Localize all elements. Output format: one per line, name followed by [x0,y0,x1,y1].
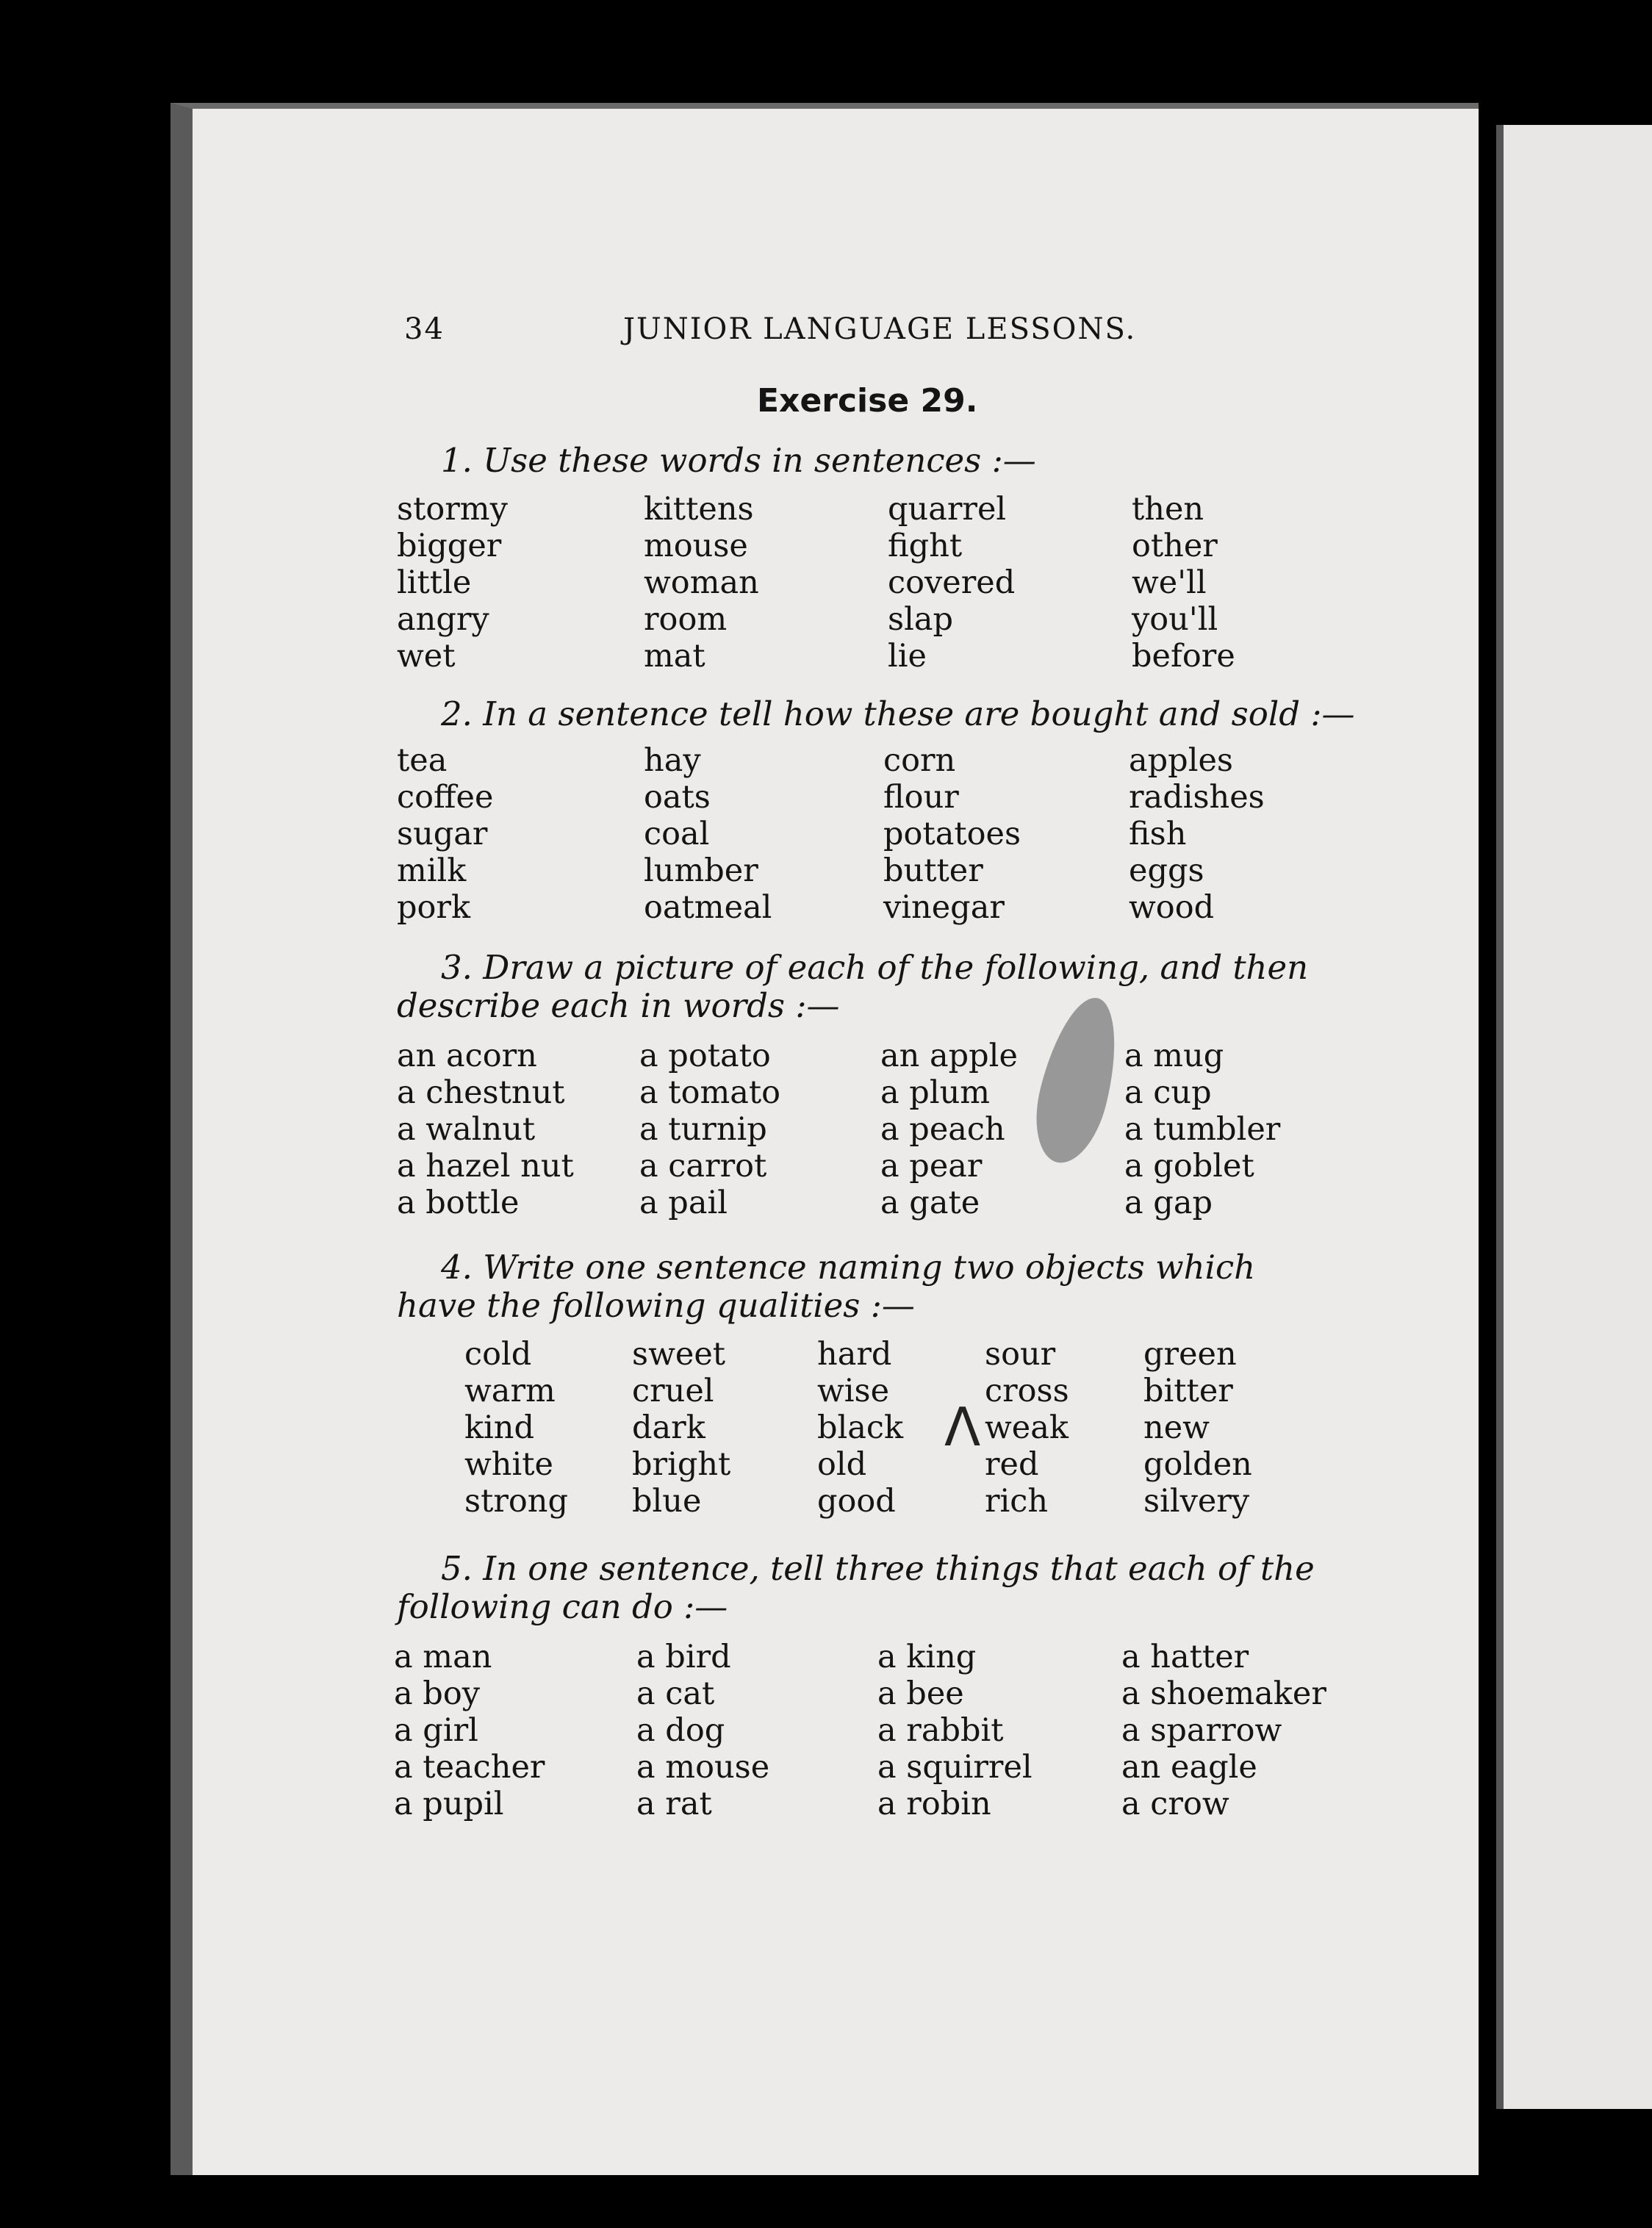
section-5-instruction-line-2: following can do :— [397,1587,728,1626]
section-2-instruction: 2. In a sentence tell how these are bought and sold :— [441,694,1355,733]
exercise-title: Exercise 29. [757,382,978,420]
section-5-instruction: 5. In one sentence, tell three things that each of the [441,1549,1315,1588]
section-4-instruction: 4. Write one sentence naming two objects which [441,1248,1256,1287]
section-3-instruction-line-2: describe each in words :— [397,986,840,1025]
section-3-instruction: 3. Draw a picture of each of the following, and then [441,948,1309,987]
page-number: 34 [404,312,445,346]
section-1-instruction: 1. Use these words in sentences :— [441,441,1036,480]
section-4-instruction-line-2: have the following qualities :— [397,1286,915,1325]
running-head: JUNIOR LANGUAGE LESSONS. [623,312,1137,346]
insertion-caret-mark: Λ [944,1396,981,1458]
facing-page-edge [1496,125,1652,2109]
